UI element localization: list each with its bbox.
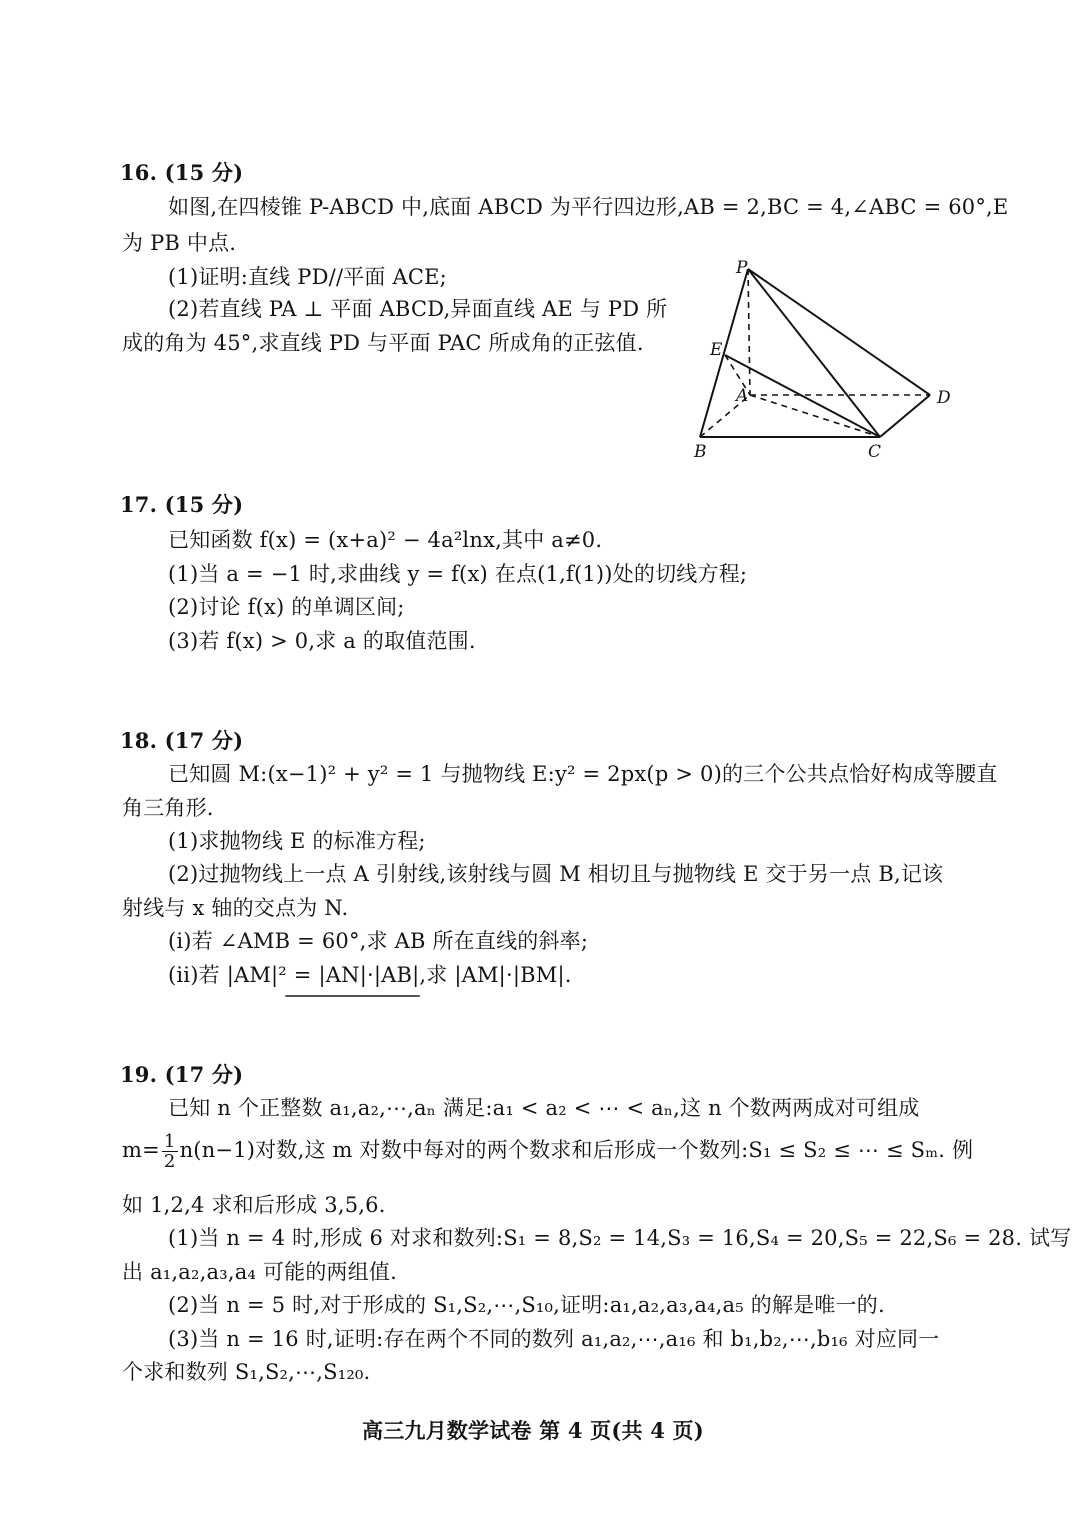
q19-part2: (2)当 n = 5 时,对于形成的 S₁,S₂,⋯,S₁₀,证明:a₁,a₂,a₃,a₄,a₅ 的解是唯一的.	[168, 1293, 885, 1317]
q18-part2-line1: (2)过抛物线上一点 A 引射线,该射线与圆 M 相切且与抛物线 E 交于另一点 B,记该	[168, 862, 944, 886]
edge-CD	[880, 395, 930, 437]
q18-part2-ii: (ii)若 |AM|² = |AN|·|AB|,求 |AM|·|BM|.	[168, 963, 572, 987]
q17-stem: 已知函数 f(x) = (x+a)² − 4a²lnx,其中 a≠0.	[168, 528, 603, 552]
q17-part1: (1)当 a = −1 时,求曲线 y = f(x) 在点(1,f(1))处的切线方程;	[168, 562, 748, 586]
q18-part2-i: (i)若 ∠AMB = 60°,求 AB 所在直线的斜率;	[168, 929, 589, 953]
q19-heading: 19. (17 分)	[120, 1062, 244, 1087]
q19-part1-line2: 出 a₁,a₂,a₃,a₄ 可能的两组值.	[122, 1260, 398, 1284]
fraction-denominator: 2	[163, 1151, 176, 1172]
fraction-one-half	[162, 1132, 178, 1171]
q16-stem-line2: 为 PB 中点.	[122, 231, 237, 255]
q16-stem-line1: 如图,在四棱锥 P-ABCD 中,底面 ABCD 为平行四边形,AB = 2,BC = 4,∠ABC = 60°,E	[168, 195, 1009, 219]
edge-PC	[748, 269, 880, 437]
q19-stem-line3: 如 1,2,4 求和后形成 3,5,6.	[122, 1193, 386, 1217]
edge-PB	[700, 269, 748, 437]
q16-part2-line2: 成的角为 45°,求直线 PD 与平面 PAC 所成角的正弦值.	[122, 331, 644, 355]
q18-stem-line2: 角三角形.	[122, 796, 214, 820]
q16-heading: 16. (15 分)	[120, 160, 244, 185]
q17-part3: (3)若 f(x) > 0,求 a 的取值范围.	[168, 629, 476, 653]
label-D: D	[937, 388, 951, 408]
q19-part1-line1: (1)当 n = 4 时,形成 6 对求和数列:S₁ = 8,S₂ = 14,S₃ = 16,S₄ = 20,S₅ = 22,S₆ = 28. 试写	[168, 1226, 1072, 1250]
q18-part1: (1)求抛物线 E 的标准方程;	[168, 829, 426, 853]
q19-part3-line2: 个求和数列 S₁,S₂,⋯,S₁₂₀.	[122, 1360, 371, 1384]
q19-part3-line1: (3)当 n = 16 时,证明:存在两个不同的数列 a₁,a₂,⋯,a₁₆ 和 b₁,b₂,⋯,b₁₆ 对应同一	[168, 1327, 940, 1351]
hidden-edge-PA	[748, 269, 750, 395]
label-P: P	[736, 258, 748, 278]
label-B: B	[694, 442, 707, 462]
q19-stem-line1: 已知 n 个正整数 a₁,a₂,⋯,aₙ 满足:a₁ < a₂ < ⋯ < aₙ,这 n 个数两两成对可组成	[168, 1096, 920, 1120]
q17-heading: 17. (15 分)	[120, 492, 244, 517]
fraction-numerator: 1	[163, 1131, 176, 1152]
hidden-edge-AC	[750, 395, 880, 437]
edge-PD	[748, 269, 930, 395]
q18-part2-line2: 射线与 x 轴的交点为 N.	[122, 896, 349, 920]
pen-mark	[285, 995, 420, 997]
label-C: C	[868, 442, 882, 462]
label-E: E	[710, 340, 723, 360]
page-footer: 高三九月数学试卷 第 4 页(共 4 页)	[362, 1418, 704, 1443]
q16-part1: (1)证明:直线 PD//平面 ACE;	[168, 265, 447, 289]
label-A: A	[736, 386, 749, 406]
q19-stem-line2-rest: n(n−1)对数,这 m 对数中每对的两个数求和后形成一个数列:S₁ ≤ S₂ ≤ ⋯ ≤ Sₘ. 例	[179, 1138, 974, 1162]
pyramid-figure	[690, 255, 970, 465]
q16-part2-line1: (2)若直线 PA ⊥ 平面 ABCD,异面直线 AE 与 PD 所	[168, 297, 668, 321]
q17-part2: (2)讨论 f(x) 的单调区间;	[168, 595, 405, 619]
q18-heading: 18. (17 分)	[120, 728, 244, 753]
m-equals: m=	[122, 1138, 160, 1162]
q19-stem-line2	[122, 1132, 973, 1171]
q18-stem-line1: 已知圆 M:(x−1)² + y² = 1 与抛物线 E:y² = 2px(p > 0)的三个公共点恰好构成等腰直	[168, 762, 998, 786]
